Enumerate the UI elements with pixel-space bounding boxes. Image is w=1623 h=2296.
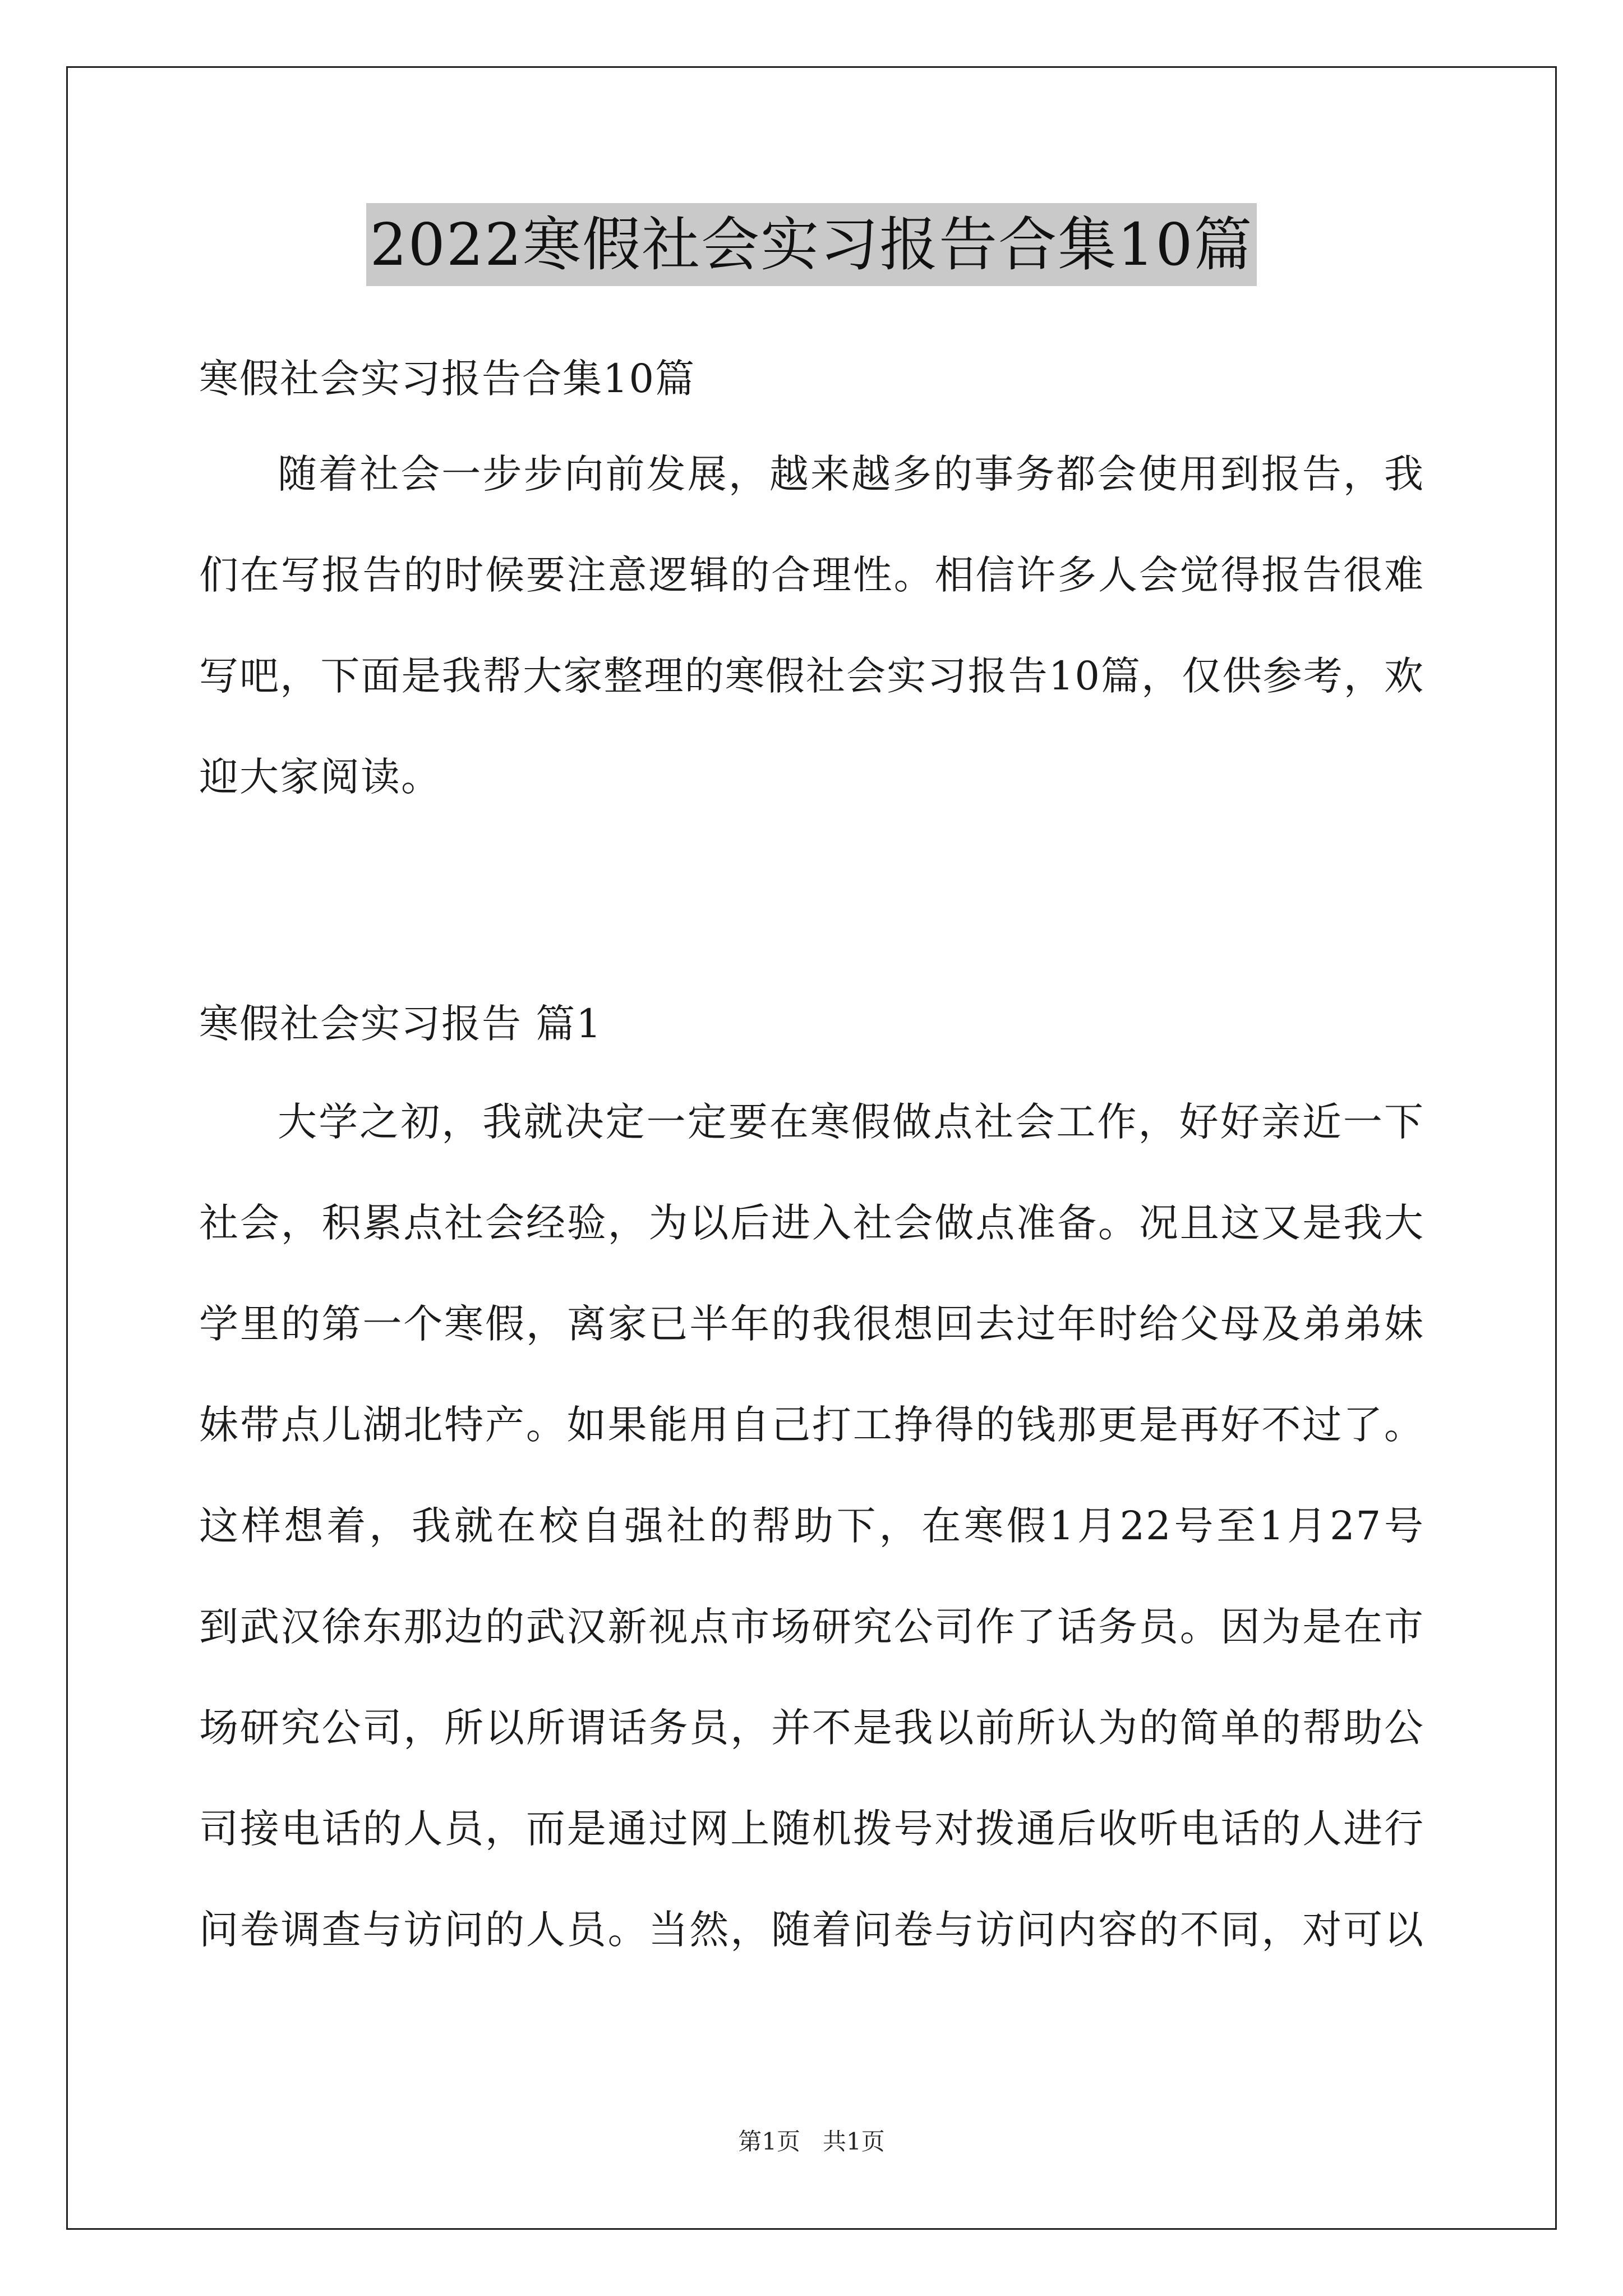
body-line: 这样想着，我就在校自强社的帮助下，在寒假1月22号至1月27号 [199,1503,1424,1549]
body-line: 司接电话的人员，而是通过网上随机拨号对拨通后收听电话的人进行 [199,1806,1424,1852]
body-line: 场研究公司，所以所谓话务员，并不是我以前所认为的简单的帮助公 [199,1705,1424,1751]
body-line: 学里的第一个寒假，离家已半年的我很想回去过年时给父母及弟弟妹 [199,1301,1424,1347]
body-line: 妹带点儿湖北特产。如果能用自己打工挣得的钱那更是再好不过了。 [199,1402,1424,1448]
intro-line: 们在写报告的时候要注意逻辑的合理性。相信许多人会觉得报告很难 [199,552,1424,598]
body-line: 问卷调查与访问的人员。当然，随着问卷与访问内容的不同，对可以 [199,1907,1424,1953]
document-subtitle: 寒假社会实习报告合集10篇 [199,356,696,402]
title-container [0,203,1623,286]
body-line: 社会，积累点社会经验，为以后进入社会做点准备。况且这又是我大 [199,1200,1424,1246]
intro-line: 迎大家阅读。 [199,754,441,800]
intro-line: 随着社会一步步向前发展，越来越多的事务都会使用到报告，我 [278,451,1424,497]
page-footer: 第1页 共1页 [738,2128,885,2155]
body-line: 大学之初，我就决定一定要在寒假做点社会工作，好好亲近一下 [278,1099,1424,1145]
document-title: 2022寒假社会实习报告合集10篇 [366,203,1256,286]
intro-line: 写吧，下面是我帮大家整理的寒假社会实习报告10篇，仅供参考，欢 [199,653,1424,699]
section-heading: 寒假社会实习报告 篇1 [199,1001,602,1047]
body-line: 到武汉徐东那边的武汉新视点市场研究公司作了话务员。因为是在市 [199,1604,1424,1650]
